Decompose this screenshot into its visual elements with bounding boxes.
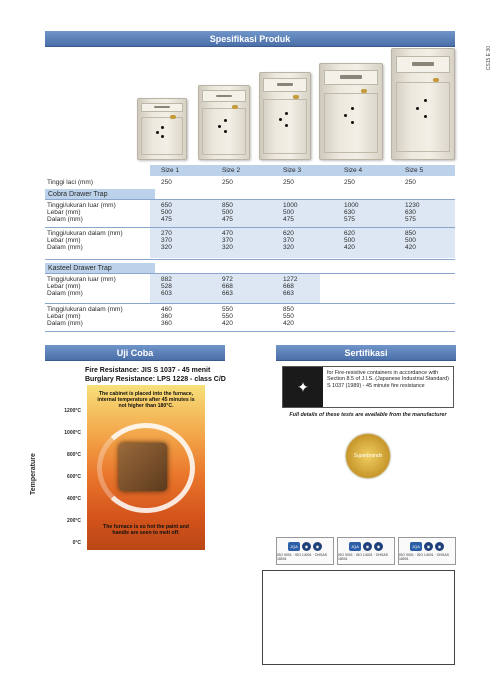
row-label: Dalam (mm): [47, 320, 83, 328]
size-header: Size 3: [283, 167, 302, 174]
cell-value: 475: [161, 216, 172, 224]
jqa-icon: JQA: [410, 542, 422, 551]
cobra-section-title: [45, 189, 155, 199]
kasteel-outer-group: [45, 276, 455, 298]
safe-size-1: [137, 98, 187, 160]
jis-certificate: [282, 366, 454, 408]
row-label: Tinggi laci (mm): [47, 179, 93, 186]
cell-value: 630: [344, 209, 355, 217]
cell-value: 370: [283, 237, 294, 245]
divider: [45, 273, 455, 274]
cell-value: 630: [405, 209, 416, 217]
fire-label: Fire Resistance:: [85, 367, 140, 374]
cell-value: 370: [222, 237, 233, 245]
row-label: Dalam (mm): [47, 244, 83, 252]
iso-badge: [337, 537, 395, 565]
cell-value: 270: [161, 230, 172, 237]
cell-value: 1000: [283, 202, 298, 209]
cell-value: 882: [161, 276, 172, 283]
sertifikasi-banner: [276, 345, 456, 361]
cell-value: 250: [161, 179, 172, 186]
cell-value: 320: [222, 244, 233, 252]
jis-certificate-text: for Fire-resistive containers in accordance with Section 8.5 of J.I.S. (Japanese Industrial Standard) S 1037 (1989) - 45 minute fire resistance: [327, 370, 449, 389]
cell-value: 475: [283, 216, 294, 224]
superbrands-seal: [346, 434, 390, 478]
cell-value: 460: [161, 306, 172, 313]
safe-size-3: [259, 72, 311, 160]
cell-value: 1000: [344, 202, 359, 209]
cell-value: 668: [222, 283, 233, 291]
size-header: Size 4: [344, 167, 363, 174]
spec-title: Spesifikasi Produk: [209, 33, 291, 44]
uji-coba-title: Uji Coba: [116, 347, 154, 358]
cell-value: 500: [405, 237, 416, 245]
iso-icon: ◉: [302, 542, 311, 551]
section-label: Kasteel Drawer Trap: [48, 264, 112, 272]
cell-value: 500: [344, 237, 355, 245]
cell-value: 603: [161, 290, 172, 298]
badge-caption: ISO 9001 · ISO 14001 · OHSAS 18001: [338, 552, 388, 561]
iso-icon: ◉: [424, 542, 433, 551]
row-label: Dalam (mm): [47, 290, 83, 298]
fire-resistance-line: [85, 367, 210, 374]
section-label: Cobra Drawer Trap: [48, 190, 108, 198]
cell-value: 650: [161, 202, 172, 209]
temp-tick: 1200°C: [64, 408, 81, 414]
row-label: Lebar (mm): [47, 283, 81, 291]
cell-value: 475: [222, 216, 233, 224]
cell-value: 528: [161, 283, 172, 291]
iso-icon: ◉: [363, 542, 372, 551]
cell-value: 575: [405, 216, 416, 224]
temp-tick: 800°C: [67, 452, 81, 458]
size-header-row: [150, 165, 455, 176]
badge-caption: ISO 9001 · ISO 14001 · OHSAS 18001: [277, 552, 327, 561]
cell-value: 360: [161, 320, 172, 328]
jis-logo-icon: ✦: [283, 367, 323, 407]
cell-value: 550: [283, 313, 294, 321]
cell-value: 1272: [283, 276, 298, 283]
furnace-caption-top: The cabinet is placed into the furnace, internal temperature after 45 minutes is not higher than 180°C.: [97, 391, 195, 409]
size-header: Size 5: [405, 167, 424, 174]
cobra-inner-group: [45, 230, 455, 252]
temperature-axis: [42, 400, 87, 550]
divider: [45, 331, 455, 332]
cell-value: 250: [283, 179, 294, 186]
size-header: Size 2: [222, 167, 241, 174]
cell-value: 663: [222, 290, 233, 298]
iso-icon: ◉: [435, 542, 444, 551]
cell-value: 420: [344, 244, 355, 252]
iso-icon: ◉: [313, 542, 322, 551]
cell-value: 668: [283, 283, 294, 291]
row-label: Lebar (mm): [47, 209, 81, 217]
safe-size-4: [319, 63, 383, 160]
kasteel-inner-group: [45, 306, 455, 328]
sertifikasi-title: Sertifikasi: [344, 347, 388, 358]
row-label: Tinggi/ukuran luar (mm): [47, 276, 116, 283]
cell-value: 470: [222, 230, 233, 237]
cell-value: 850: [222, 202, 233, 209]
row-label: Tinggi/ukuran luar (mm): [47, 202, 116, 209]
cell-value: 850: [405, 230, 416, 237]
furnace-test-image: [87, 385, 205, 550]
divider: [45, 227, 455, 228]
cell-value: 550: [222, 306, 233, 313]
cell-value: 420: [222, 320, 233, 328]
safes-illustration: [135, 48, 455, 160]
iso-icon: ◉: [374, 542, 383, 551]
cert-note: Full details of these tests are available from the manufacturer: [289, 412, 447, 418]
cell-value: 250: [405, 179, 416, 186]
cobra-outer-group: [45, 202, 455, 224]
kasteel-section-title: [45, 263, 155, 273]
fire-value: JIS S 1037 - 45 menit: [139, 367, 211, 374]
cell-value: 250: [344, 179, 355, 186]
burglary-label: Burglary Resistance:: [85, 376, 156, 383]
cell-value: 370: [161, 237, 172, 245]
empty-frame: [262, 570, 455, 665]
cell-value: 320: [283, 244, 294, 252]
divider: [45, 259, 455, 260]
cell-value: 850: [283, 306, 294, 313]
burglary-resistance-line: [85, 376, 226, 383]
burnt-safe: [119, 443, 167, 491]
cell-value: 575: [344, 216, 355, 224]
temperature-axis-label: Temperature: [30, 453, 37, 495]
iso-badge: [276, 537, 334, 565]
divider: [45, 303, 455, 304]
cell-value: 420: [405, 244, 416, 252]
row-label: Dalam (mm): [47, 216, 83, 224]
badge-caption: ISO 9001 · ISO 14001 · OHSAS 18001: [399, 552, 449, 561]
jqa-icon: JQA: [288, 542, 300, 551]
furnace-caption-bottom: The furnace is so hot the paint and handle are seen to melt off.: [103, 524, 189, 536]
cell-value: 360: [161, 313, 172, 321]
burglary-value: LPS 1228 - class C/D: [155, 376, 226, 383]
row-label: Lebar (mm): [47, 237, 81, 245]
jqa-icon: JQA: [349, 542, 361, 551]
cell-value: 500: [283, 209, 294, 217]
safe-size-2: [198, 85, 250, 160]
cell-value: 1230: [405, 202, 420, 209]
row-label: Tinggi/ukuran dalam (mm): [47, 230, 123, 237]
row-label: Lebar (mm): [47, 313, 81, 321]
cell-value: 972: [222, 276, 233, 283]
spec-banner: [45, 31, 455, 47]
temp-tick: 1000°C: [64, 430, 81, 436]
cell-value: 500: [222, 209, 233, 217]
cell-value: 500: [161, 209, 172, 217]
cell-value: 420: [283, 320, 294, 328]
uji-coba-banner: [45, 345, 225, 361]
temp-tick: 400°C: [67, 496, 81, 502]
side-code: CS15 E 30: [486, 46, 492, 71]
temp-tick: 200°C: [67, 518, 81, 524]
cell-value: 320: [161, 244, 172, 252]
iso-badge: [398, 537, 456, 565]
safe-size-5: [391, 48, 455, 160]
temp-tick: 0°C: [72, 540, 81, 546]
cell-value: 550: [222, 313, 233, 321]
cell-value: 620: [283, 230, 294, 237]
cell-value: 663: [283, 290, 294, 298]
tinggi-laci-row: [45, 179, 455, 186]
cell-value: 620: [344, 230, 355, 237]
size-header: Size 1: [161, 167, 180, 174]
temp-tick: 600°C: [67, 474, 81, 480]
divider: [45, 199, 455, 200]
iso-badges: [276, 537, 456, 565]
row-label: Tinggi/ukuran dalam (mm): [47, 306, 123, 313]
cell-value: 250: [222, 179, 233, 186]
seal-text: Superbrands: [353, 453, 383, 459]
